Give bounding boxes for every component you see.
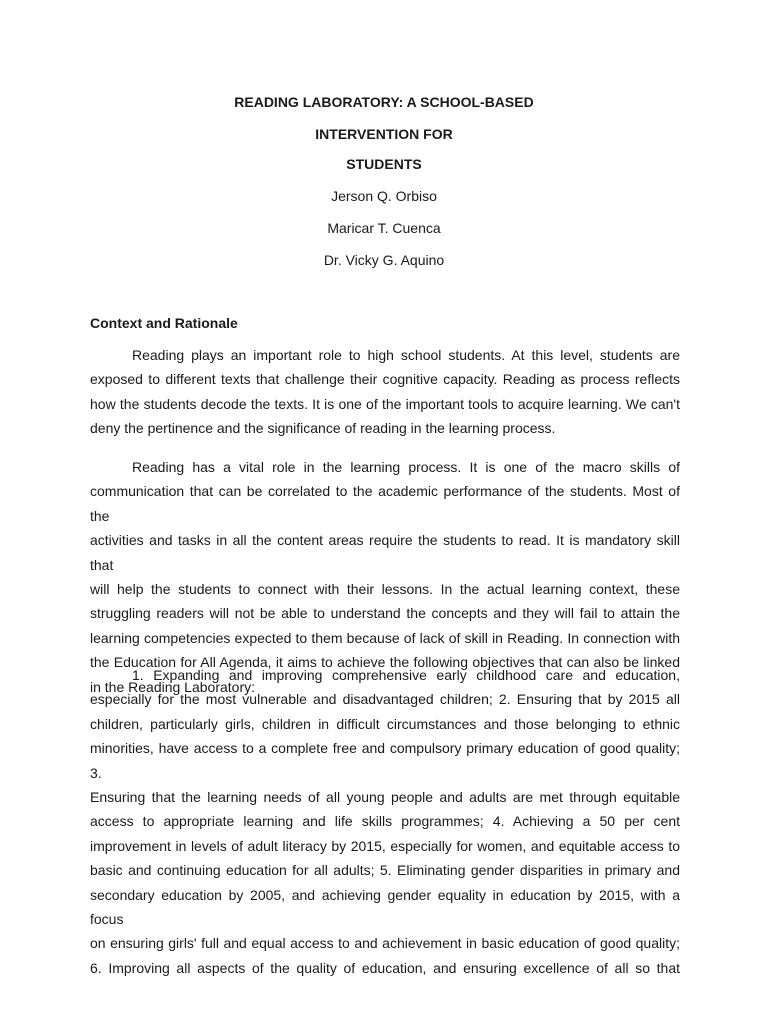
paragraph-line: learning competencies expected to them because of lack of skill in Reading. In connection with bbox=[90, 629, 680, 646]
paragraph-line: the Education for All Agenda, it aims to achieve the following objectives that can also be linked bbox=[90, 654, 680, 671]
paragraph-line: Reading plays an important role to high school students. At this level, students are bbox=[132, 347, 680, 363]
author-3: Dr. Vicky G. Aquino bbox=[323, 252, 445, 268]
paragraph-1 bbox=[90, 343, 680, 441]
paragraph-line: 1. Expanding and improving comprehensive early childhood care and education, bbox=[132, 667, 680, 683]
paragraph-line: communication that can be correlated to the academic performance of the students. Most of the bbox=[90, 483, 680, 524]
section-heading: Context and Rationale bbox=[90, 315, 238, 331]
paragraph-line: basic and continuing education for all adults; 5. Eliminating gender disparities in primary and bbox=[90, 862, 680, 879]
paragraph-line: especially for the most vulnerable and disadvantaged children; 2. Ensuring that by 2015 all bbox=[90, 691, 680, 708]
paragraph-line: improvement in levels of adult literacy by 2015, especially for women, and equitable access to bbox=[90, 837, 680, 854]
document-title-line-3: STUDENTS bbox=[346, 156, 422, 172]
paragraph-line: Ensuring that the learning needs of all young people and adults are met through equitable bbox=[90, 789, 680, 806]
paragraph-line: secondary education by 2005, and achieving gender equality in education by 2015, with a focus bbox=[90, 886, 680, 928]
paragraph-line: activities and tasks in all the content areas require the students to read. It is mandatory skill that bbox=[90, 532, 680, 573]
paragraph-3 bbox=[90, 663, 680, 980]
paragraph-line: deny the pertinence and the significance of reading in the learning process. bbox=[90, 420, 556, 437]
paragraph-line: struggling readers will not be able to understand the concepts and they will fail to attain the bbox=[90, 605, 680, 622]
paragraph-line: 6. Improving all aspects of the quality of education, and ensuring excellence of all so that bbox=[90, 959, 680, 976]
paragraph-line: will help the students to connect with their lessons. In the actual learning context, these bbox=[90, 581, 680, 598]
paragraph-line: in the Reading Laboratory: bbox=[90, 678, 255, 695]
paragraph-line: minorities, have access to a complete free and compulsory primary education of good quality; 3. bbox=[90, 740, 680, 781]
paragraph-line: how the students decode the texts. It is one of the important tools to acquire learning. We can't bbox=[90, 395, 680, 412]
author-2: Maricar T. Cuenca bbox=[327, 220, 441, 236]
paragraph-line: exposed to different texts that challenge their cognitive capacity. Reading as process reflects bbox=[90, 371, 680, 388]
document-title-line-1: READING LABORATORY: A SCHOOL-BASED bbox=[234, 94, 534, 110]
document-title-line-2: INTERVENTION FOR bbox=[315, 126, 453, 142]
paragraph-line: access to appropriate learning and life skills programmes; 4. Achieving a 50 per cent bbox=[90, 813, 680, 830]
paragraph-line: on ensuring girls' full and equal access to and achievement in basic education of good quality; bbox=[90, 935, 680, 952]
paragraph-line: children, particularly girls, children in difficult circumstances and those belonging to ethnic bbox=[90, 715, 680, 732]
paragraph-line: Reading has a vital role in the learning process. It is one of the macro skills of bbox=[132, 459, 680, 475]
author-1: Jerson Q. Orbiso bbox=[331, 188, 437, 204]
